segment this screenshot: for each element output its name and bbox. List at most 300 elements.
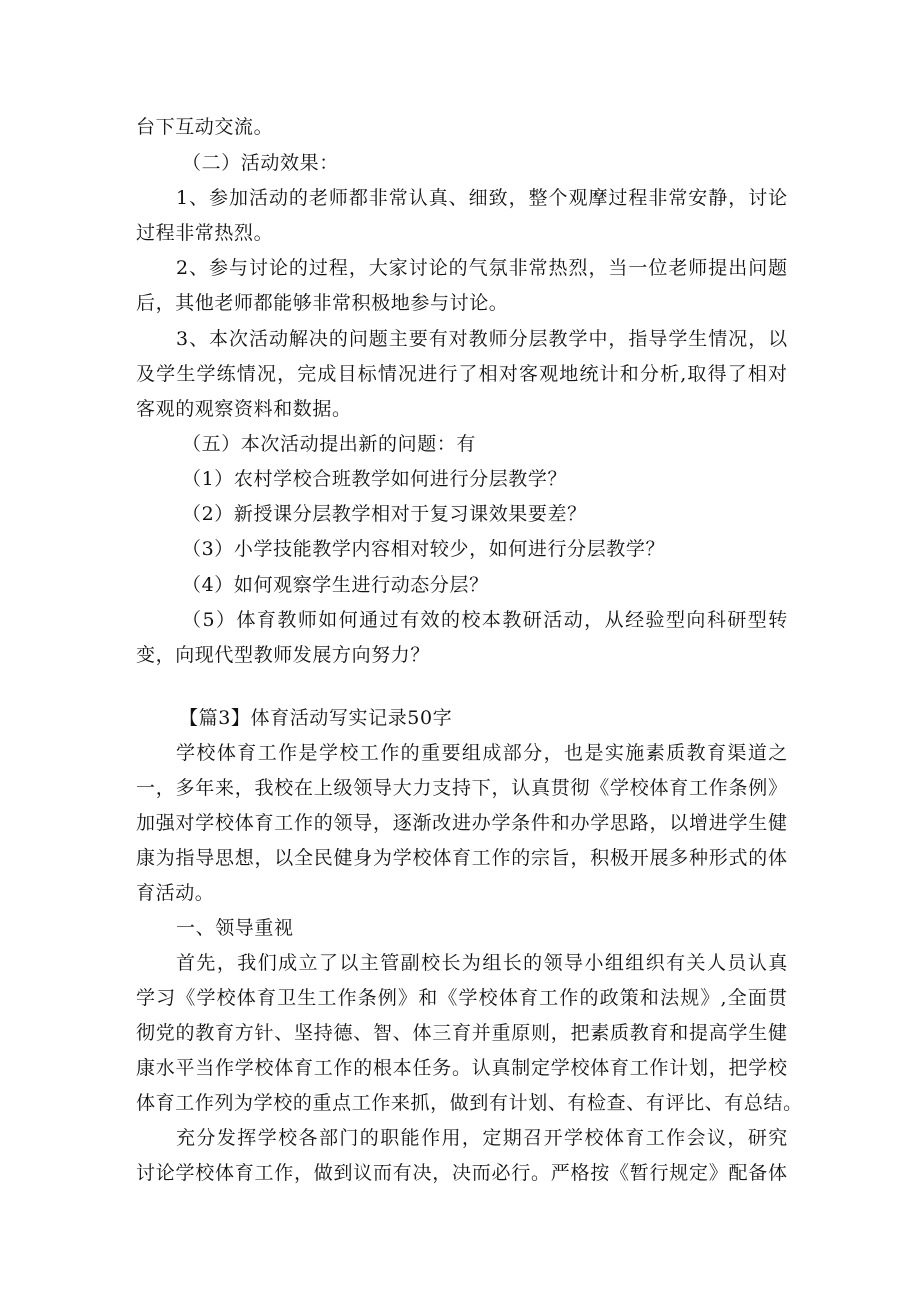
glyph: 高 [708, 1022, 729, 1044]
glyph: 校 [273, 1092, 293, 1114]
glyph: 问 [348, 328, 369, 350]
glyph: 相 [747, 363, 768, 385]
list-item: （4）如何观察学生进行动态分层？ [182, 574, 489, 596]
glyph: 教 [548, 328, 569, 350]
glyph: 渠 [727, 742, 747, 764]
glyph: 成 [482, 742, 502, 764]
glyph: 也 [564, 742, 584, 764]
glyph: 研 [727, 609, 747, 631]
glyph: 效 [420, 609, 441, 631]
glyph: 研 [747, 1127, 768, 1149]
glyph: 组 [482, 952, 502, 974]
glyph: 都 [348, 187, 369, 209]
glyph: 行 [511, 1162, 531, 1184]
glyph: 3 [176, 328, 189, 350]
glyph: 员 [727, 952, 747, 974]
glyph: 校 [412, 847, 433, 869]
glyph: 施 [625, 742, 645, 764]
glyph: 平 [175, 1057, 196, 1079]
glyph: 体 [136, 1092, 156, 1114]
glyph: 是 [584, 742, 605, 764]
glyph: 了 [727, 363, 748, 385]
glyph: 个 [548, 187, 569, 209]
glyph: 学 [136, 987, 156, 1009]
glyph: 来 [390, 1092, 411, 1114]
glyph: 学 [610, 777, 630, 799]
glyph: 完 [297, 363, 317, 385]
glyph: 学 [196, 987, 217, 1009]
glyph: 的 [288, 257, 309, 279]
text-line-justified [136, 1158, 788, 1188]
glyph: 5 [202, 609, 216, 631]
glyph: 如 [318, 609, 338, 631]
glyph: 校 [421, 952, 441, 974]
glyph: 办 [570, 812, 591, 834]
glyph: 级 [333, 777, 354, 799]
glyph: 讨 [408, 257, 429, 279]
glyph: 来 [215, 777, 235, 799]
glyph: 条 [357, 987, 378, 1009]
glyph: 本 [392, 1057, 413, 1079]
glyph: 本 [481, 609, 502, 631]
glyph: 在 [294, 777, 314, 799]
glyph: 对 [448, 328, 469, 350]
glyph: 练 [216, 363, 237, 385]
glyph: 加 [229, 187, 249, 209]
glyph: 为 [155, 847, 176, 869]
glyph: 方 [234, 1022, 255, 1044]
glyph: 情 [236, 363, 257, 385]
glyph: 进 [418, 363, 438, 385]
glyph: 校 [478, 987, 499, 1009]
glyph: ， [748, 328, 768, 350]
text-line-justified [136, 1088, 803, 1118]
glyph: 真 [428, 187, 449, 209]
glyph: 层 [528, 328, 549, 350]
glyph: 定 [689, 1162, 709, 1184]
glyph: 作 [333, 1057, 354, 1079]
glyph: 与 [229, 257, 249, 279]
article-title: 【篇3】体育活动写实记录50字 [179, 707, 453, 729]
glyph: 情 [377, 363, 398, 385]
glyph: 立 [298, 952, 319, 974]
glyph: 的 [328, 328, 349, 350]
glyph: 备 [748, 1162, 768, 1184]
glyph: 》 [708, 1162, 729, 1184]
glyph: 分 [639, 363, 660, 385]
glyph: 教 [468, 328, 489, 350]
glyph: 育 [155, 1092, 176, 1114]
glyph: , [680, 363, 687, 385]
glyph: 到 [469, 1092, 489, 1114]
glyph: 逐 [392, 812, 413, 834]
glyph: 教 [195, 1022, 215, 1044]
glyph: 分 [523, 742, 543, 764]
glyph: 导 [195, 847, 215, 869]
text-line-justified [176, 324, 788, 354]
glyph: 取 [687, 363, 708, 385]
text-line-justified [136, 843, 788, 873]
glyph: 和 [669, 1022, 689, 1044]
glyph: 的 [175, 1022, 196, 1044]
glyph: ， [608, 328, 629, 350]
glyph: 召 [523, 1127, 543, 1149]
text-line-justified [136, 773, 788, 803]
glyph: 动 [268, 187, 289, 209]
glyph: 的 [579, 987, 600, 1009]
glyph: 学 [156, 363, 176, 385]
glyph: 宗 [531, 847, 551, 869]
glyph: 点 [332, 1092, 352, 1114]
glyph: 经 [625, 609, 645, 631]
glyph: 程 [328, 257, 349, 279]
glyph: 工 [257, 742, 278, 764]
glyph: 思 [610, 812, 630, 834]
glyph: 工 [645, 1127, 666, 1149]
glyph: 从 [604, 609, 625, 631]
glyph: 过 [308, 257, 329, 279]
glyph: 多 [669, 847, 689, 869]
glyph: 学 [195, 812, 215, 834]
glyph: 作 [380, 742, 400, 764]
glyph: 先 [196, 952, 217, 974]
glyph: 体 [234, 812, 255, 834]
glyph: 活 [248, 187, 269, 209]
glyph: ， [430, 1092, 450, 1114]
glyph: 体 [236, 609, 257, 631]
glyph: 全 [294, 847, 314, 869]
glyph: 1 [176, 187, 189, 209]
glyph: 非 [648, 187, 668, 209]
glyph: 得 [707, 363, 728, 385]
glyph: 体 [216, 742, 237, 764]
glyph: 校 [195, 1162, 215, 1184]
glyph: 旨 [550, 847, 571, 869]
glyph: 过 [379, 609, 400, 631]
glyph: 组 [461, 742, 482, 764]
glyph: 分 [508, 328, 529, 350]
glyph: 把 [570, 1022, 591, 1044]
glyph: 领 [353, 777, 373, 799]
glyph: 主 [388, 328, 409, 350]
glyph: 对 [768, 363, 788, 385]
glyph: 行 [438, 363, 458, 385]
text-line-justified [136, 1053, 788, 1083]
glyph: 相 [478, 363, 499, 385]
glyph: ， [348, 257, 369, 279]
glyph: 有 [666, 952, 686, 974]
glyph: 有 [400, 609, 420, 631]
glyph: 题 [368, 328, 389, 350]
glyph: 渐 [412, 812, 433, 834]
glyph: 活 [543, 609, 563, 631]
glyph: 持 [452, 777, 472, 799]
glyph: 强 [155, 812, 176, 834]
glyph: 的 [511, 847, 531, 869]
glyph: 则 [531, 1022, 551, 1044]
glyph: 务 [432, 1057, 452, 1079]
glyph: 实 [604, 742, 625, 764]
glyph: 讨 [136, 1162, 156, 1184]
glyph: 论 [155, 1162, 176, 1184]
glyph: 关 [686, 952, 707, 974]
text-line: 变，向现代型教师发展方向努力？ [136, 644, 431, 666]
glyph: 家 [388, 257, 409, 279]
glyph: 用 [441, 1127, 462, 1149]
glyph: 育 [669, 777, 689, 799]
glyph: 持 [313, 1022, 334, 1044]
text-line-justified [176, 738, 788, 768]
glyph: 讨 [248, 257, 269, 279]
glyph: 真 [531, 777, 551, 799]
glyph: 校 [216, 987, 237, 1009]
glyph: 要 [408, 328, 429, 350]
glyph: 例 [748, 777, 768, 799]
glyph: 了 [458, 363, 479, 385]
glyph: 情 [708, 328, 728, 350]
glyph: 校 [254, 1057, 275, 1079]
section-heading-issues: （五）本次活动提出新的问题：有 [182, 433, 477, 455]
glyph: 和 [619, 363, 640, 385]
glyph: 积 [590, 847, 610, 869]
glyph: 、 [626, 1092, 646, 1114]
glyph: 作 [337, 987, 358, 1009]
glyph: 并 [471, 1022, 492, 1044]
glyph: 《 [438, 987, 458, 1009]
glyph: 问 [748, 257, 768, 279]
glyph: 、 [547, 1092, 568, 1114]
glyph: 定 [531, 1057, 551, 1079]
glyph: 校 [274, 777, 294, 799]
glyph: 师 [688, 257, 708, 279]
glyph: 导 [373, 777, 393, 799]
glyph: 动 [268, 328, 289, 350]
glyph: ， [294, 1162, 314, 1184]
glyph: 以 [339, 952, 359, 974]
glyph: 配 [728, 1162, 749, 1184]
glyph: 的 [448, 257, 469, 279]
glyph: 真 [768, 952, 788, 974]
glyph: 、 [189, 257, 209, 279]
glyph: 。 [531, 1162, 551, 1184]
glyph: 论 [428, 257, 449, 279]
glyph: 统 [579, 363, 600, 385]
glyph: 开 [629, 847, 650, 869]
glyph: 是 [298, 742, 319, 764]
glyph: ， [254, 847, 275, 869]
glyph: 检 [587, 1092, 607, 1114]
glyph: 学 [234, 1057, 255, 1079]
glyph: 校 [768, 1057, 788, 1079]
glyph: 副 [400, 952, 421, 974]
glyph: 师 [488, 328, 509, 350]
glyph: 过 [608, 187, 629, 209]
glyph: 力 [412, 777, 433, 799]
glyph: 要 [441, 742, 462, 764]
glyph: 康 [136, 847, 156, 869]
glyph: 真 [491, 1057, 512, 1079]
glyph: 组 [604, 952, 625, 974]
glyph: 领 [333, 812, 354, 834]
glyph: 暂 [629, 1162, 650, 1184]
glyph: 提 [708, 257, 728, 279]
glyph: 进 [452, 812, 472, 834]
glyph: 定 [482, 1127, 502, 1149]
glyph: 健 [768, 1022, 788, 1044]
glyph: 体 [215, 1162, 235, 1184]
glyph: 认 [408, 187, 429, 209]
glyph: 致 [488, 187, 509, 209]
glyph: 长 [502, 952, 523, 974]
glyph: 》 [700, 987, 720, 1009]
glyph: 非 [368, 187, 389, 209]
glyph: 《 [610, 1162, 630, 1184]
glyph: 重 [421, 742, 441, 764]
glyph: 制 [511, 1057, 531, 1079]
text-line-justified [136, 808, 788, 838]
glyph: 上 [313, 777, 334, 799]
text-line-justified [136, 359, 788, 389]
glyph: 的 [440, 609, 461, 631]
glyph: 条 [511, 812, 531, 834]
glyph: 学 [728, 812, 749, 834]
glyph: 工 [351, 1092, 372, 1114]
glyph: ， [588, 257, 609, 279]
glyph: 育 [625, 1127, 645, 1149]
glyph: 当 [195, 1057, 215, 1079]
glyph: 开 [543, 1127, 564, 1149]
glyph: 织 [645, 952, 666, 974]
glyph: 育 [518, 987, 539, 1009]
glyph: 教 [277, 609, 297, 631]
glyph: 工 [471, 847, 492, 869]
glyph: 民 [313, 847, 334, 869]
glyph: ， [373, 812, 393, 834]
glyph: 作 [559, 987, 579, 1009]
glyph: 有 [488, 1092, 509, 1114]
glyph: 体 [412, 1022, 433, 1044]
glyph: 质 [666, 742, 686, 764]
glyph: 列 [214, 1092, 235, 1114]
glyph: 我 [254, 777, 275, 799]
glyph: ， [728, 187, 748, 209]
glyph: 质 [610, 1022, 630, 1044]
glyph: 为 [234, 1092, 254, 1114]
glyph: 学 [318, 742, 339, 764]
glyph: 学 [176, 742, 196, 764]
glyph: 为 [461, 952, 482, 974]
glyph: 的 [523, 952, 543, 974]
section-heading-leadership: 一、领导重视 [176, 917, 294, 939]
glyph: 《 [590, 777, 610, 799]
glyph: 参 [209, 257, 229, 279]
glyph: 论 [768, 187, 788, 209]
glyph: 认 [471, 1057, 492, 1079]
glyph: 面 [747, 987, 768, 1009]
glyph: ， [508, 187, 529, 209]
glyph: 《 [176, 987, 196, 1009]
glyph: 、 [448, 187, 469, 209]
glyph: ， [570, 847, 591, 869]
glyph: 大 [392, 777, 413, 799]
glyph: 学 [668, 328, 688, 350]
glyph: 支 [432, 777, 452, 799]
glyph: 年 [195, 777, 215, 799]
glyph: 何 [338, 609, 359, 631]
glyph: 作 [215, 1057, 235, 1079]
glyph: 根 [373, 1057, 393, 1079]
glyph: 下 [471, 777, 492, 799]
glyph: 水 [155, 1057, 176, 1079]
glyph: 当 [608, 257, 629, 279]
glyph: 教 [629, 1022, 650, 1044]
glyph: ， [649, 812, 670, 834]
glyph: 作 [371, 1092, 391, 1114]
glyph: 动 [563, 609, 584, 631]
glyph: 组 [625, 952, 645, 974]
glyph: 了 [318, 952, 339, 974]
glyph: 育 [452, 1022, 472, 1044]
glyph: 有 [645, 1092, 666, 1114]
glyph: 作 [421, 1127, 441, 1149]
glyph: 验 [645, 609, 666, 631]
glyph: 结 [763, 1092, 784, 1114]
glyph: ， [432, 1162, 452, 1184]
glyph: 多 [175, 777, 196, 799]
glyph: ， [550, 1022, 571, 1044]
glyph: 作 [278, 742, 298, 764]
glyph: 德 [333, 1022, 354, 1044]
text-line-justified [176, 948, 788, 978]
glyph: 门 [339, 1127, 359, 1149]
glyph: 、 [274, 1022, 294, 1044]
glyph: 到 [333, 1162, 354, 1184]
glyph: 和 [550, 812, 571, 834]
glyph: 抓 [410, 1092, 431, 1114]
glyph: 路 [629, 812, 650, 834]
glyph: 、 [189, 328, 209, 350]
section-heading-effects: （二）活动效果： [182, 152, 339, 174]
glyph: 工 [175, 1092, 195, 1114]
glyph: 学 [550, 1057, 571, 1079]
text-line-justified [176, 253, 788, 283]
glyph: 老 [668, 257, 688, 279]
glyph: 观 [568, 187, 589, 209]
list-item: （3）小学技能教学内容相对较少，如何进行分层教学？ [182, 538, 666, 560]
glyph: 以 [669, 812, 689, 834]
glyph: 党 [155, 1022, 176, 1044]
glyph: 身 [353, 847, 373, 869]
glyph: 客 [518, 363, 539, 385]
glyph: 校 [461, 609, 482, 631]
glyph: 计 [669, 1057, 689, 1079]
text-line: 后，其他老师都能够非常积极地参与讨论。 [136, 292, 509, 314]
glyph: 导 [564, 952, 584, 974]
glyph: 素 [645, 742, 666, 764]
glyph: 、 [353, 1022, 373, 1044]
glyph: 老 [308, 187, 329, 209]
glyph: 目 [337, 363, 358, 385]
glyph: 析 [660, 363, 680, 385]
glyph: 的 [400, 742, 421, 764]
glyph: 重 [491, 1022, 512, 1044]
glyph: 们 [257, 952, 278, 974]
glyph: 认 [747, 952, 768, 974]
glyph: 计 [508, 1092, 529, 1114]
glyph: 出 [728, 257, 748, 279]
glyph: 讨 [748, 187, 768, 209]
glyph: 学 [748, 1057, 768, 1079]
